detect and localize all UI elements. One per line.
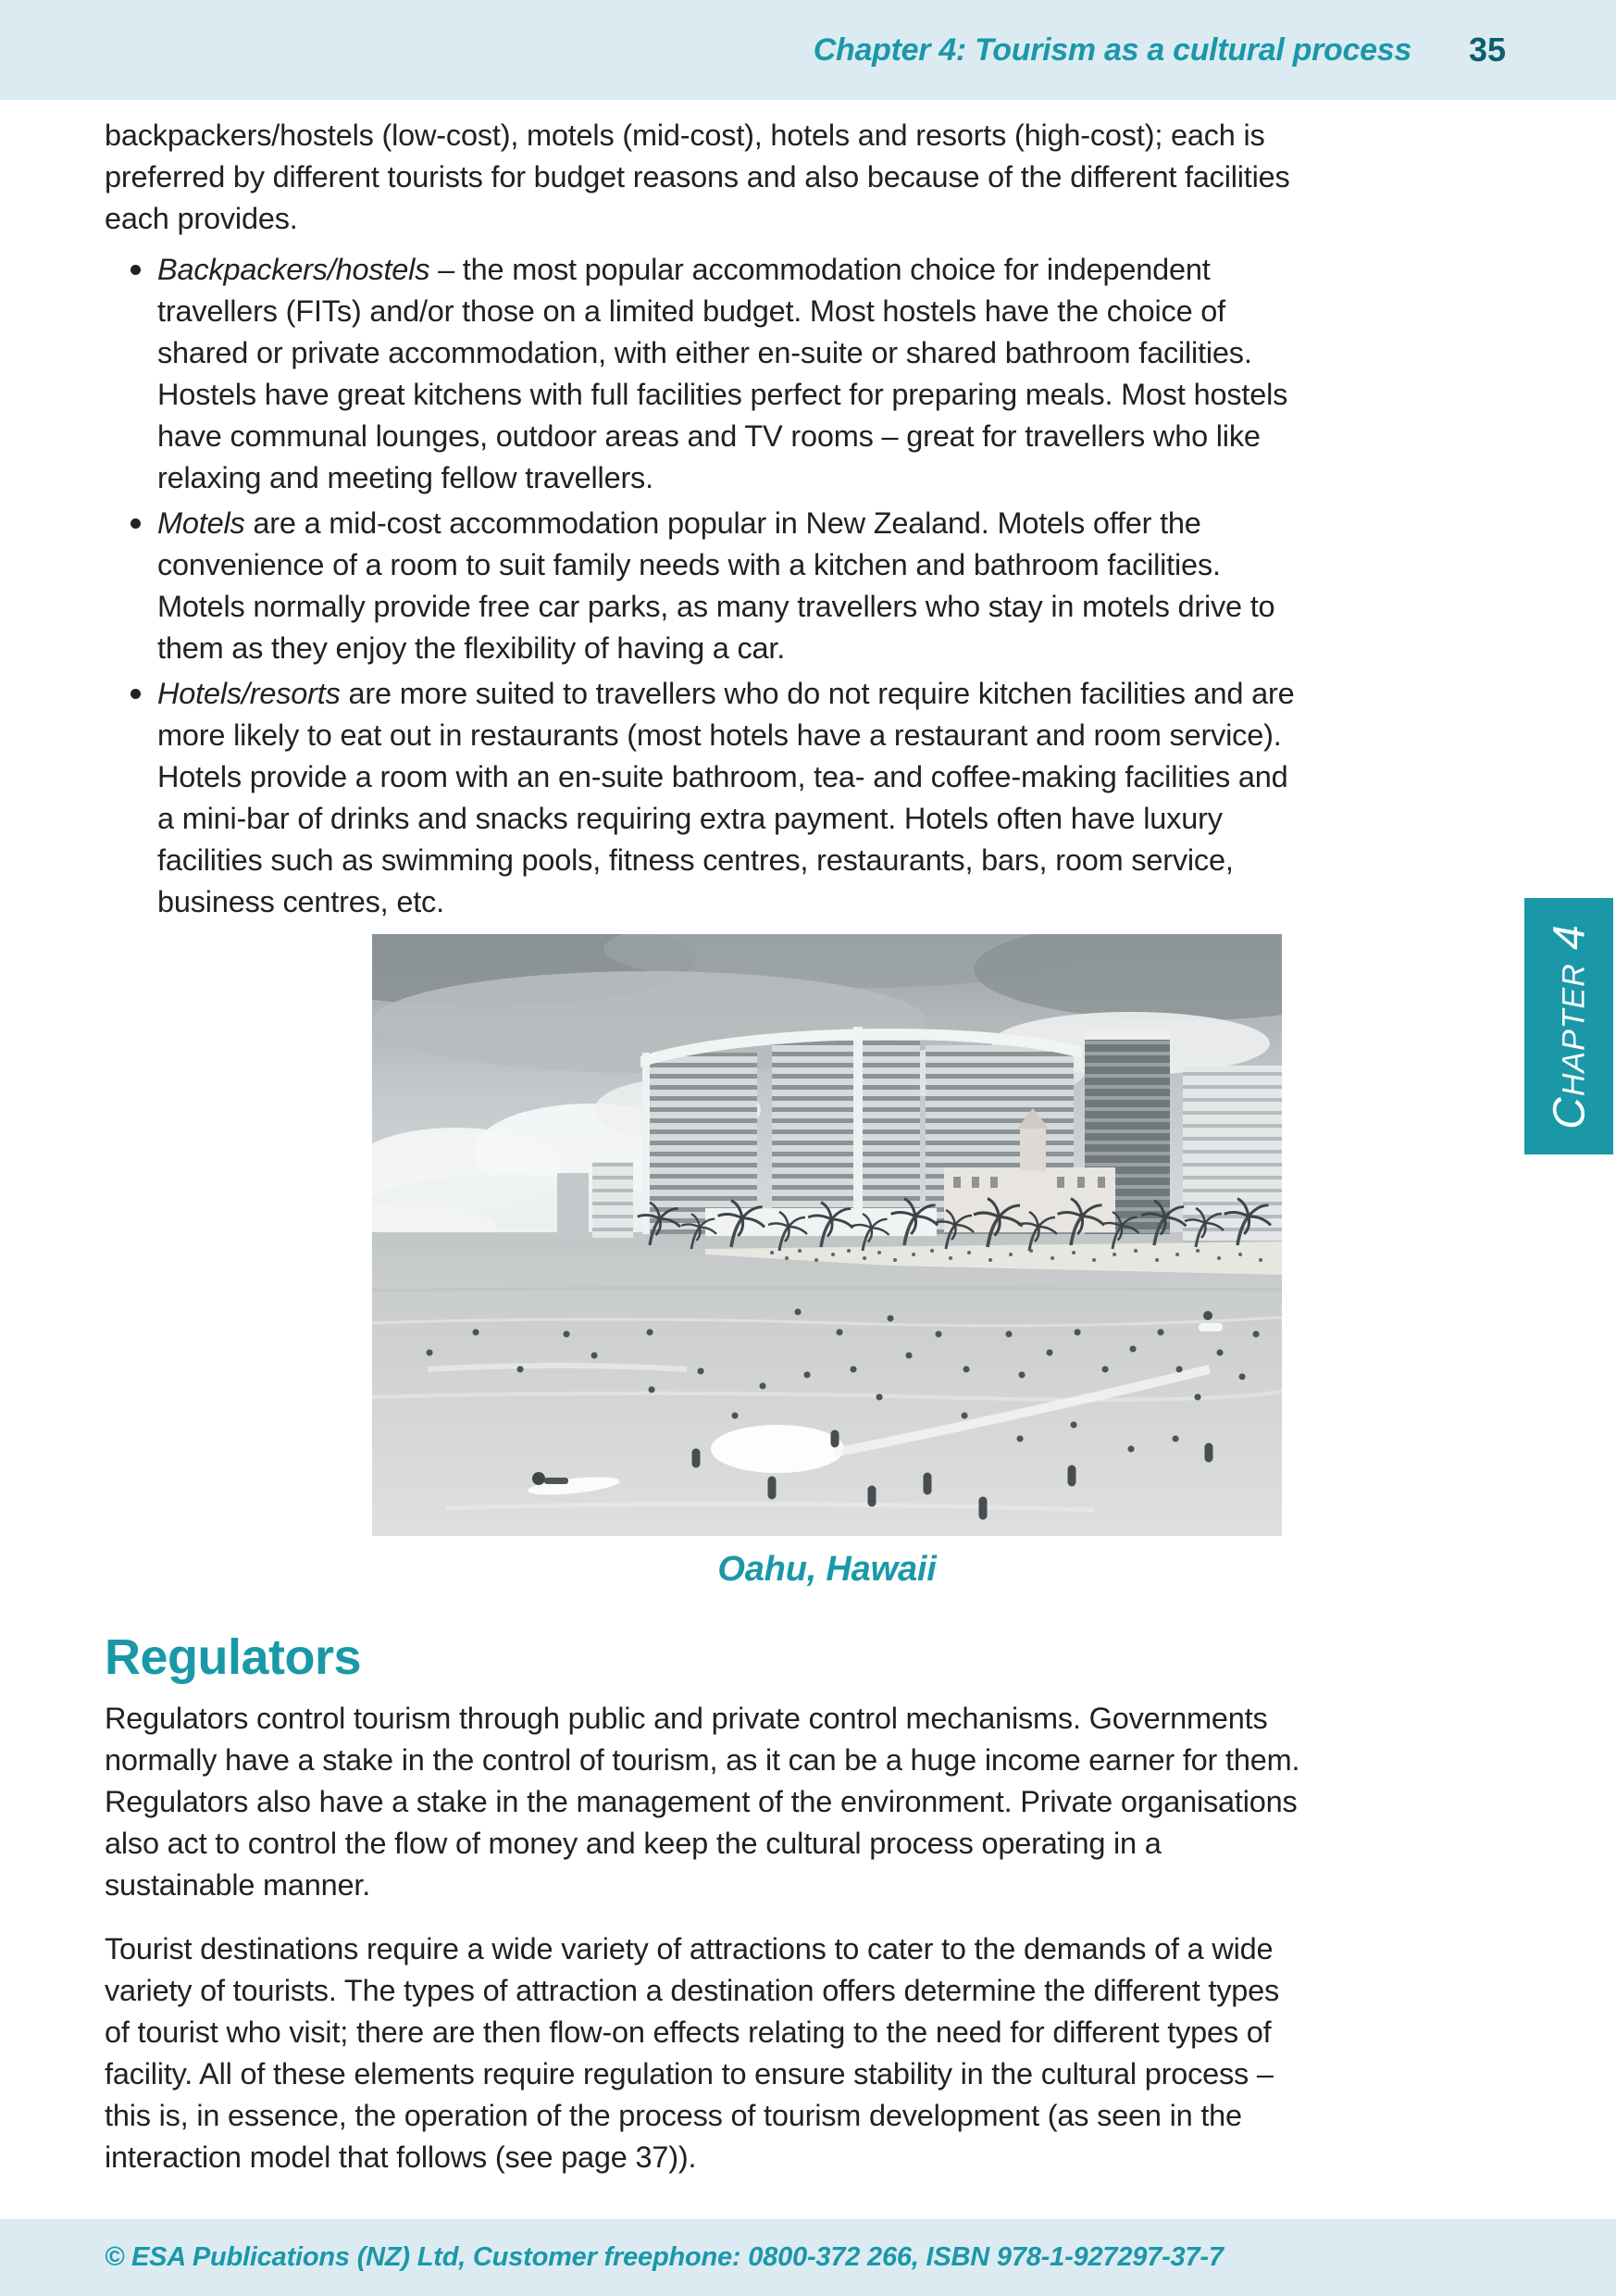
accommodation-bullet-list	[105, 249, 1308, 923]
footer-text: © ESA Publications (NZ) Ltd, Customer freephone: 0800-372 266, ISBN 978-1-927297-37-7	[105, 2242, 1224, 2272]
section-paragraph: Regulators control tourism through public and private control mechanisms. Governments normally have a stake in the control of tourism, as it can be a huge income earner for them. Regulators also have a stake in the management of the environment. Private organisations also act to control the flow of money and keep the cultural process operating in a sustainable manner.	[105, 1702, 1300, 1902]
section-paragraph: Tourist destinations require a wide variety of attractions to cater to the demands of a wide variety of tourists. The types of attraction a destination offers determine the different types of tourist who visit; there are then flow-on effects relating to the need for different types of facility. All of these elements require regulation to ensure stability in the cultural process – this is, in essence, the operation of the process of tourism development (as seen in the interaction model that follows (see page 37)).	[105, 1932, 1280, 2174]
bullet-text: – the most popular accommodation choice for independent travellers (FITs) and/or those on a limited budget. Most hostels have the choice of shared or private accommodation, with either en-suite or shared bathroom facilities. Hostels have great kitchens with full facilities perfect for preparing meals. Most hostels have communal lounges, outdoor areas and TV rooms – great for travellers who like relaxing and meeting fellow travellers.	[157, 253, 1288, 494]
page-content	[105, 100, 1308, 2219]
chapter-title: Chapter 4: Tourism as a cultural process	[813, 31, 1411, 68]
list-item	[105, 673, 1308, 923]
chapter-tab	[1524, 898, 1613, 1154]
bullet-text: are a mid-cost accommodation popular in New Zealand. Motels offer the convenience of a room to suit family needs with a kitchen and bathroom facilities. Motels normally provide free car parks, as many travellers who stay in motels drive to them as they enjoy the flexibility of having a car.	[157, 506, 1275, 665]
bullet-lead: Motels	[157, 506, 245, 540]
list-item	[105, 249, 1308, 499]
intro-paragraph: backpackers/hostels (low-cost), motels (mid-cost), hotels and resorts (high-cost); each is preferred by different tourists for budget reasons and also because of the different facilities each provides.	[105, 119, 1290, 235]
photo-caption: Oahu, Hawaii	[717, 1550, 937, 1589]
chapter-tab-label: Chapter 4	[1544, 923, 1594, 1129]
list-item	[105, 503, 1308, 669]
oahu-beach-photo	[372, 934, 1282, 1536]
beach-photo-illustration	[372, 934, 1282, 1536]
bullet-lead: Hotels/resorts	[157, 677, 341, 710]
bullet-lead: Backpackers/hostels	[157, 253, 430, 286]
bullet-text: are more suited to travellers who do not require kitchen facilities and are more likely to eat out in restaurants (most hotels have a restaurant and room service). Hotels provide a room with an en-suite bathroom, tea- and coffee-making facilities and a mini-bar of drinks and snacks requiring extra payment. Hotels often have luxury facilities such as swimming pools, fitness centres, restaurants, bars, room service, business centres, etc.	[157, 677, 1295, 918]
section-heading: Regulators	[105, 1629, 362, 1685]
footer-band	[0, 2219, 1616, 2296]
header-band	[0, 0, 1616, 100]
page-number: 35	[1468, 31, 1506, 69]
